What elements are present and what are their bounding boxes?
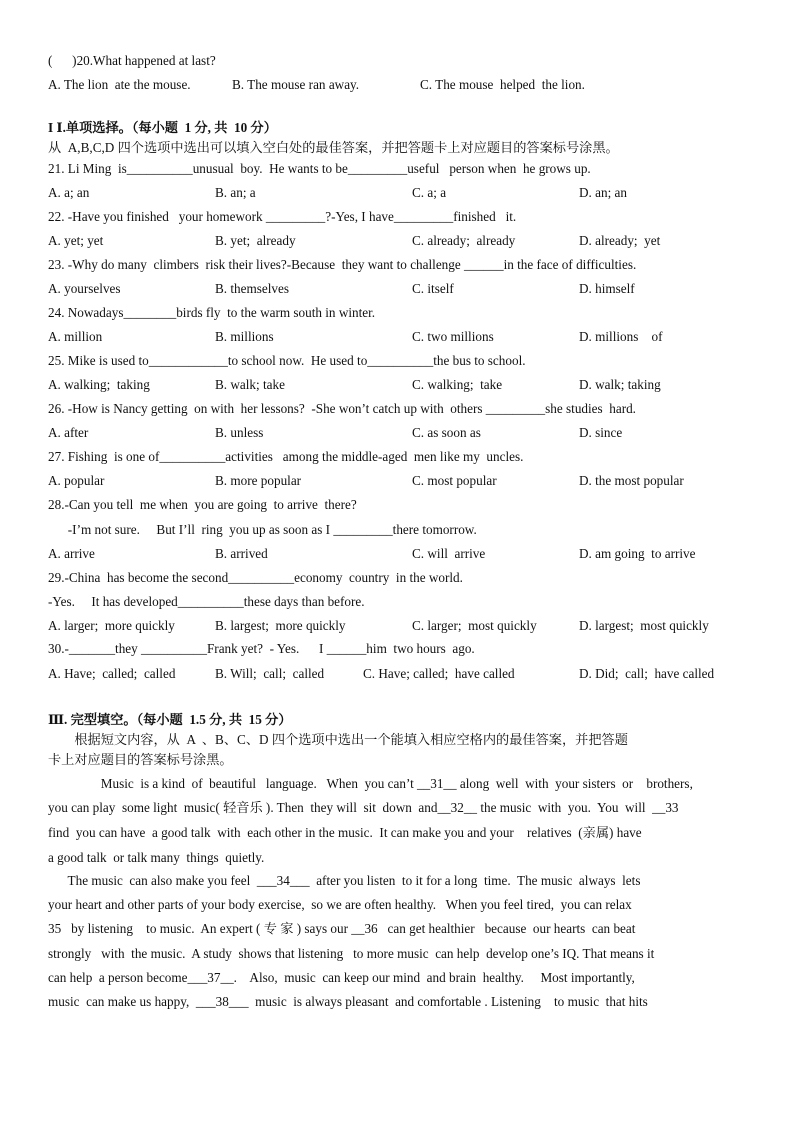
question-29-line-1: 29.-China has become the second__________economy country in the world. <box>48 570 463 585</box>
option-29-b: B. largest; more quickly <box>215 618 346 633</box>
option-30-a: A. Have; called; called <box>48 666 176 681</box>
option-28-a: A. arrive <box>48 546 95 561</box>
section-3-instruction-line-2: 卡上对应题目的答案标号涂黑。 <box>48 752 233 767</box>
passage-p1-line-4: a good talk or talk many things quietly. <box>48 850 265 865</box>
option-23-d: D. himself <box>579 281 635 296</box>
option-28-b: B. arrived <box>215 546 268 561</box>
option-25-c: C. walking; take <box>412 377 503 392</box>
option-22-a: A. yet; yet <box>48 233 104 248</box>
section-3-instruction-line-1: 根据短文内容，从 A 、B、C、D 四个选项中选出一个能填入相应空格内的最佳答案，并把答题 <box>48 732 628 747</box>
section-2-instruction: 从 A,B,C,D 四个选项中选出可以填入空白处的最佳答案，并把答题卡上对应题目的答案标号涂黑。 <box>48 140 619 155</box>
option-29-c: C. larger; most quickly <box>412 618 537 633</box>
question-26: 26. -How is Nancy getting on with her lessons? -She won’t catch up with others _________she studies hard. <box>48 401 636 416</box>
question-24: 24. Nowadays________birds fly to the warm south in winter. <box>48 305 376 320</box>
option-26-b: B. unless <box>215 425 264 440</box>
option-26-d: D. since <box>579 425 623 440</box>
passage-p2-line-3: 35 by listening to music. An expert ( 专 家 ) says our __36 can get healthier because our hearts can beat <box>48 921 636 936</box>
question-28-line-1: 28.-Can you tell me when you are going to arrive there? <box>48 497 357 512</box>
question-20-stem: ( )20.What happened at last? <box>48 53 216 68</box>
option-30-c: C. Have; called; have called <box>363 666 515 681</box>
option-25-d: D. walk; taking <box>579 377 661 392</box>
option-28-d: D. am going to arrive <box>579 546 696 561</box>
question-27: 27. Fishing is one of__________activities among the middle-aged men like my uncles. <box>48 449 524 464</box>
option-27-b: B. more popular <box>215 473 302 488</box>
passage-p2-line-6: music can make us happy, ___38___ music is always pleasant and comfortable . Listening to music that hits <box>48 994 648 1009</box>
option-25-b: B. walk; take <box>215 377 285 392</box>
option-27-c: C. most popular <box>412 473 497 488</box>
passage-p1-line-2: you can play some light music( 轻音乐 ). Then they will sit down and__32__ the music with you. You will __33 <box>48 800 679 815</box>
question-28-line-2: -I’m not sure. But I’ll ring you up as soon as I _________there tomorrow. <box>48 522 477 537</box>
question-30: 30.-_______they __________Frank yet? - Yes. I ______him two hours ago. <box>48 641 475 656</box>
question-29-line-2: -Yes. It has developed__________these days than before. <box>48 594 365 609</box>
option-21-b: B. an; a <box>215 185 256 200</box>
section-2-heading: I Ⅰ.单项选择。（每小题 1 分, 共 10 分） <box>48 120 277 135</box>
option-26-a: A. after <box>48 425 89 440</box>
option-20-c: C. The mouse helped the lion. <box>420 77 585 92</box>
question-21: 21. Li Ming is__________unusual boy. He wants to be_________useful person when he grows up. <box>48 161 591 176</box>
option-27-a: A. popular <box>48 473 105 488</box>
option-21-a: A. a; an <box>48 185 90 200</box>
question-23: 23. -Why do many climbers risk their lives?-Because they want to challenge ______in the face of difficulties. <box>48 257 637 272</box>
option-24-a: A. million <box>48 329 103 344</box>
option-29-a: A. larger; more quickly <box>48 618 175 633</box>
option-27-d: D. the most popular <box>579 473 684 488</box>
option-23-a: A. yourselves <box>48 281 121 296</box>
option-24-d: D. millions of <box>579 329 663 344</box>
option-30-d: D. Did; call; have called <box>579 666 715 681</box>
question-22: 22. -Have you finished your homework _________?-Yes, I have_________finished it. <box>48 209 517 224</box>
option-24-b: B. millions <box>215 329 274 344</box>
option-21-d: D. an; an <box>579 185 627 200</box>
passage-p2-line-2: your heart and other parts of your body exercise, so we are often healthy. When you feel tired, you can relax <box>48 897 632 912</box>
question-25: 25. Mike is used to____________to school now. He used to__________the bus to school. <box>48 353 526 368</box>
option-26-c: C. as soon as <box>412 425 481 440</box>
passage-p2-line-1: The music can also make you feel ___34___ after you listen to it for a long time. The music always lets <box>48 873 641 888</box>
option-30-b: B. Will; call; called <box>215 666 325 681</box>
option-22-d: D. already; yet <box>579 233 661 248</box>
option-25-a: A. walking; taking <box>48 377 150 392</box>
option-23-c: C. itself <box>412 281 454 296</box>
option-20-b: B. The mouse ran away. <box>232 77 360 92</box>
option-29-d: D. largest; most quickly <box>579 618 709 633</box>
passage-p2-line-4: strongly with the music. A study shows that listening to more music can help develop one’s IQ. That means it <box>48 946 655 961</box>
option-24-c: C. two millions <box>412 329 494 344</box>
option-21-c: C. a; a <box>412 185 447 200</box>
option-23-b: B. themselves <box>215 281 289 296</box>
option-20-a: A. The lion ate the mouse. <box>48 77 191 92</box>
passage-p2-line-5: can help a person become___37__. Also, music can keep our mind and brain healthy. Most importantly, <box>48 970 635 985</box>
passage-p1-line-3: find you can have a good talk with each other in the music. It can make you and your relatives (亲属) have <box>48 825 642 840</box>
passage-p1-line-1: Music is a kind of beautiful language. When you can’t __31__ along well with your sisters or brothers, <box>48 776 693 791</box>
section-3-heading: Ⅲ. 完型填空。（每小题 1.5 分, 共 15 分） <box>48 712 292 727</box>
option-28-c: C. will arrive <box>412 546 486 561</box>
option-22-b: B. yet; already <box>215 233 296 248</box>
option-22-c: C. already; already <box>412 233 516 248</box>
